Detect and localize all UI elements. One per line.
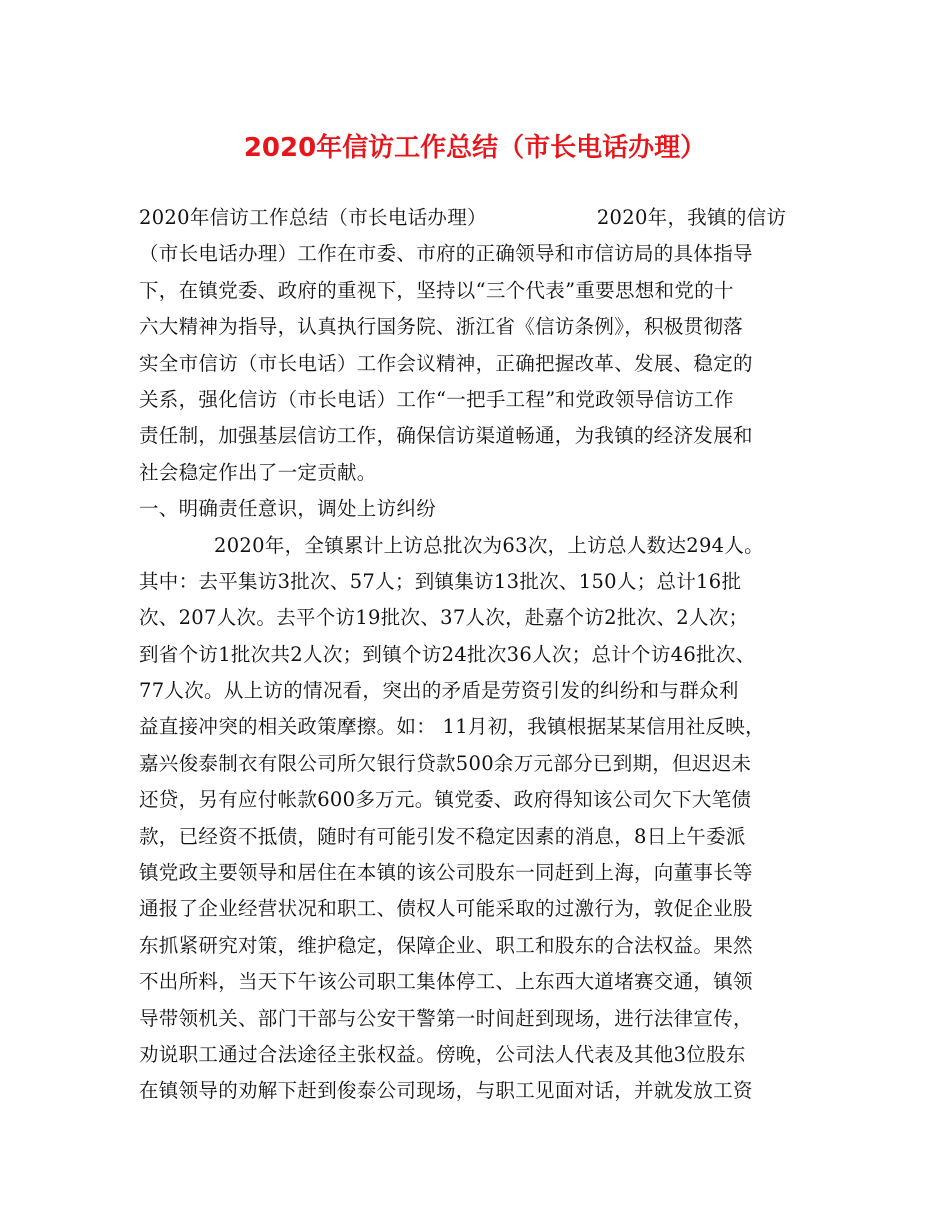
paragraph-line: 其中：去平集访3批次、57人；到镇集访13批次、150人；总计16批 (139, 569, 742, 593)
paragraph-line: 劝说职工通过合法途径主张权益。傍晚，公司法人代表及其他3位股东 (139, 1042, 746, 1066)
paragraph-line: 次、207人次。去平个访19批次、37人次，赴嘉个访2批次、2人次； (139, 606, 749, 630)
paragraph-line-segment: 2020年，我镇的信访 (596, 206, 787, 229)
paragraph-line: 通报了企业经营状况和职工、债权人可能采取的过激行为，敦促企业股 (139, 897, 753, 921)
paragraph-line: （市长电话办理）工作在市委、市府的正确领导和市信访局的具体指导 (139, 242, 753, 266)
paragraph-line: 嘉兴俊泰制衣有限公司所欠银行贷款500余万元部分已到期，但迟迟未 (139, 751, 752, 775)
paragraph-line: 关系，强化信访（市长电话）工作“一把手工程”和党政领导信访工作 (139, 387, 734, 411)
document-body (139, 200, 819, 1110)
paragraph-line: 益直接冲突的相关政策摩擦。如： 11月初，我镇根据某某信用社反映， (139, 715, 765, 739)
paragraph-line: 到省个访1批次共2人次；到镇个访24批次36人次；总计个访46批次、 (139, 642, 756, 666)
paragraph-line: 导带领机关、部门干部与公安干警第一时间赶到现场，进行法律宣传， (139, 1006, 753, 1030)
paragraph-line: 责任制，加强基层信访工作，确保信访渠道畅通，为我镇的经济发展和 (139, 424, 753, 448)
paragraph-line: 实全市信访（市长电话）工作会议精神，正确把握改革、发展、稳定的 (139, 351, 753, 375)
paragraph-line: 六大精神为指导，认真执行国务院、浙江省《信访条例》，积极贯彻落 (139, 315, 744, 339)
paragraph-line: 还贷，另有应付帐款600多万元。镇党委、政府得知该公司欠下大笔债 (139, 788, 752, 812)
paragraph-line-segment: 2020年信访工作总结（市长电话办理） (139, 206, 487, 229)
paragraph-line: 镇党政主要领导和居住在本镇的该公司股东一同赶到上海，向董事长等 (139, 861, 753, 885)
paragraph-line: 下，在镇党委、政府的重视下，坚持以“三个代表”重要思想和党的十 (139, 278, 734, 302)
section-heading: 一、明确责任意识，调处上访纠纷 (139, 497, 437, 521)
paragraph-line: 77人次。从上访的情况看，突出的矛盾是劳资引发的纠纷和与群众利 (139, 679, 739, 703)
document-title: 2020年信访工作总结（市长电话办理） (243, 133, 707, 163)
paragraph-line: 东抓紧研究对策，维护稳定，保障企业、职工和股东的合法权益。果然 (139, 933, 753, 957)
paragraph-line: 在镇领导的劝解下赶到俊泰公司现场，与职工见面对话，并就发放工资 (139, 1079, 753, 1103)
paragraph-line: 款，已经资不抵债，随时有可能引发不稳定因素的消息，8日上午委派 (139, 824, 746, 848)
paragraph-line: 不出所料，当天下午该公司职工集体停工、上东西大道堵赛交通，镇领 (139, 970, 753, 994)
paragraph-line: 社会稳定作出了一定贡献。 (139, 460, 377, 484)
paragraph-line: 2020年，全镇累计上访总批次为63次，上访总人数达294人。 (214, 533, 764, 557)
paragraph-line (139, 200, 819, 236)
